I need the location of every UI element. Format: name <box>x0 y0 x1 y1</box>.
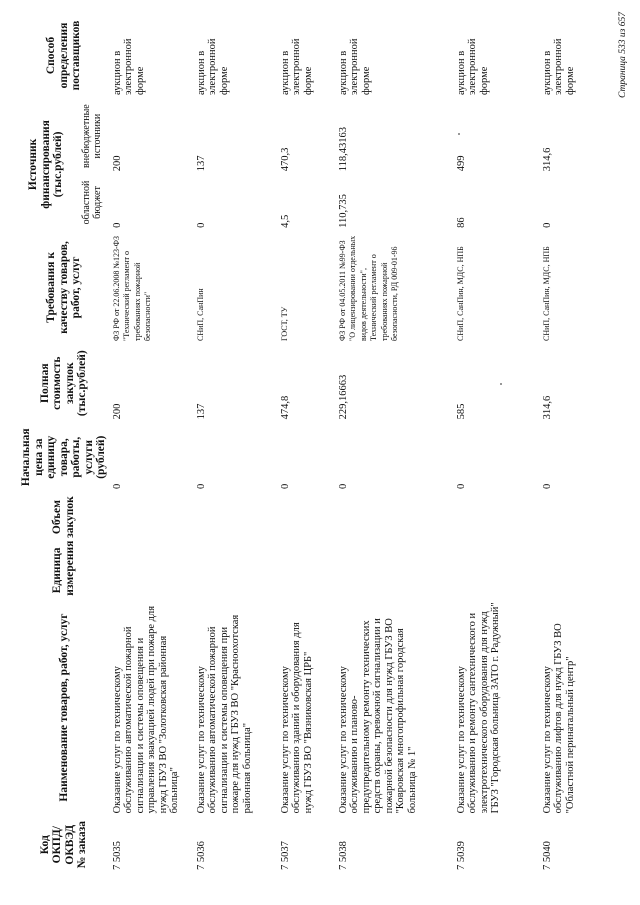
cell-code: 7 5038 <box>337 841 349 870</box>
cell-volume <box>278 492 336 542</box>
cell-unit <box>336 542 454 599</box>
header-unit: Единица измерения <box>51 540 76 596</box>
page-number: Страница 533 из 657 <box>618 12 628 98</box>
cell-unit <box>278 542 336 599</box>
cell-code: 7 5039 <box>455 841 467 870</box>
scan-speck <box>500 383 502 385</box>
cell-regional: 0 <box>111 222 123 228</box>
cell-requirements: ГОСТ, ТУ <box>279 306 289 342</box>
header-method: Способ определения поставщиков <box>45 20 82 91</box>
cell-method: аукцион в электронной форме <box>195 38 230 96</box>
table-row <box>540 13 600 873</box>
header-name: Наименование товаров, работ, услуг <box>57 613 70 802</box>
header-start-price: Начальная цена за единицу товара, работы, услуги (рублей) <box>20 428 107 487</box>
cell-requirements: СНиП, СанПин, МДС, НПБ <box>541 246 551 342</box>
header-volume: Объем закупок <box>51 496 76 538</box>
cell-total: 200 <box>111 403 123 420</box>
cell-external: 200 <box>111 155 123 172</box>
cell-regional: 86 <box>455 217 467 228</box>
cell-method: аукцион в электронной форме <box>337 38 372 96</box>
cell-total: 137 <box>195 403 207 420</box>
cell-method: аукцион в электронной форме <box>541 38 576 96</box>
cell-price: 0 <box>337 483 349 490</box>
table-row <box>336 13 454 873</box>
cell-total: 229,16663 <box>337 374 349 420</box>
table-row <box>278 13 336 873</box>
cell-external: 470,3 <box>279 147 291 172</box>
cell-total: 314,6 <box>541 395 553 420</box>
cell-name: Оказание услуг по техническому обслуживанию и планово-предупредительному ремонту технических средств охраны, тревожной сигнализации и пожарной безопасности для нужд ГБУЗ ВО "Ковровская многопрофильная городская больница № 1" <box>337 618 418 814</box>
cell-name: Оказание услуг по техническому обслуживанию лифтов для нужд ГБУЗ ВО "Областной перинатальный центр" <box>541 623 576 814</box>
cell-total: 585 <box>455 403 467 420</box>
cell-name: Оказание услуг по техническому обслуживанию автоматической пожарной сигнализации и системы оповещения при пожаре для нужд ГБУЗ ВО "Красноохотская районная больница" <box>195 614 253 814</box>
cell-unit <box>110 542 194 599</box>
cell-requirements: ФЗ РФ от 22.06.2008 №123-ФЗ "Технический регламент о требованиях пожарной безопасности" <box>111 236 152 342</box>
cell-volume <box>110 492 194 542</box>
cell-code: 7 5037 <box>279 841 291 870</box>
cell-regional: 110,735 <box>337 194 349 228</box>
cell-volume <box>540 492 600 542</box>
table-header-row <box>18 13 74 873</box>
cell-external: 137 <box>195 155 207 172</box>
cell-requirements: СНиП, СанПин <box>195 288 205 342</box>
table-row <box>110 13 194 873</box>
cell-unit <box>454 542 540 599</box>
cell-method: аукцион в электронной форме <box>111 38 146 96</box>
cell-unit <box>194 542 278 599</box>
cell-code: 7 5036 <box>195 841 207 870</box>
scan-speck <box>458 133 460 135</box>
cell-price: 0 <box>195 483 207 490</box>
cell-method: аукцион в электронной форме <box>279 38 314 96</box>
cell-name: Оказание услуг по техническому обслуживанию зданий и оборудования для нужд ГБУЗ ВО "Вязниковская ЦРБ" <box>279 622 314 814</box>
cell-name: Оказание услуг по техническому обслуживанию и ремонту сантехнического и электротехнического оборудования для нужд ГБУЗ "Городская больница ЗАТО г. Радужный" <box>455 602 501 814</box>
cell-method: аукцион в электронной форме <box>455 38 490 96</box>
cell-price: 0 <box>111 483 123 490</box>
cell-volume <box>336 492 454 542</box>
cell-external: 314,6 <box>541 147 553 172</box>
cell-name: Оказание услуг по техническому обслуживанию автоматической пожарной сигнализации и системы оповещения и управления эвакуацией людей при пожаре для нужд ГБУЗ ВО "Золотковская районная больница" <box>111 605 180 814</box>
header-funding-regional: областной бюджет <box>80 180 103 225</box>
cell-price: 0 <box>541 483 553 490</box>
cell-regional: 0 <box>541 222 553 228</box>
header-total-cost: Полная стоимость закупок (тыс.рублей) <box>38 350 89 417</box>
cell-regional: 4,5 <box>279 214 291 228</box>
cell-price: 0 <box>455 483 467 490</box>
table-body <box>110 13 600 873</box>
cell-external: 118,43163 <box>337 126 349 172</box>
header-requirements: Требования к качеству товаров, работ, услуг <box>45 241 82 334</box>
cell-price: 0 <box>279 483 291 490</box>
header-funding: Источник финансирования (тыс.рублей) <box>27 120 65 209</box>
table-row <box>454 13 540 873</box>
cell-code: 7 5035 <box>111 841 123 870</box>
header-code: Код ОКПД/ ОКВЭД № заказа <box>38 821 89 869</box>
table-row <box>194 13 278 873</box>
cell-volume <box>194 492 278 542</box>
cell-unit <box>540 542 600 599</box>
cell-volume <box>454 492 540 542</box>
cell-total: 474,8 <box>279 395 291 420</box>
cell-external: 499 <box>455 155 467 172</box>
cell-regional: 0 <box>195 222 207 228</box>
cell-requirements: ФЗ РФ от 04.05.2011 №99-ФЗ "О лицензировании отдельных видов деятельности", Технический регламент о требованиях пожарной безопасности, РД 009-01-96 <box>337 235 399 342</box>
cell-code: 7 5040 <box>541 841 553 870</box>
cell-requirements: СНиП, СанПин, МДС, НПБ <box>455 246 465 342</box>
header-funding-external: внебюджетные источники <box>80 104 103 168</box>
procurement-table <box>18 13 600 873</box>
